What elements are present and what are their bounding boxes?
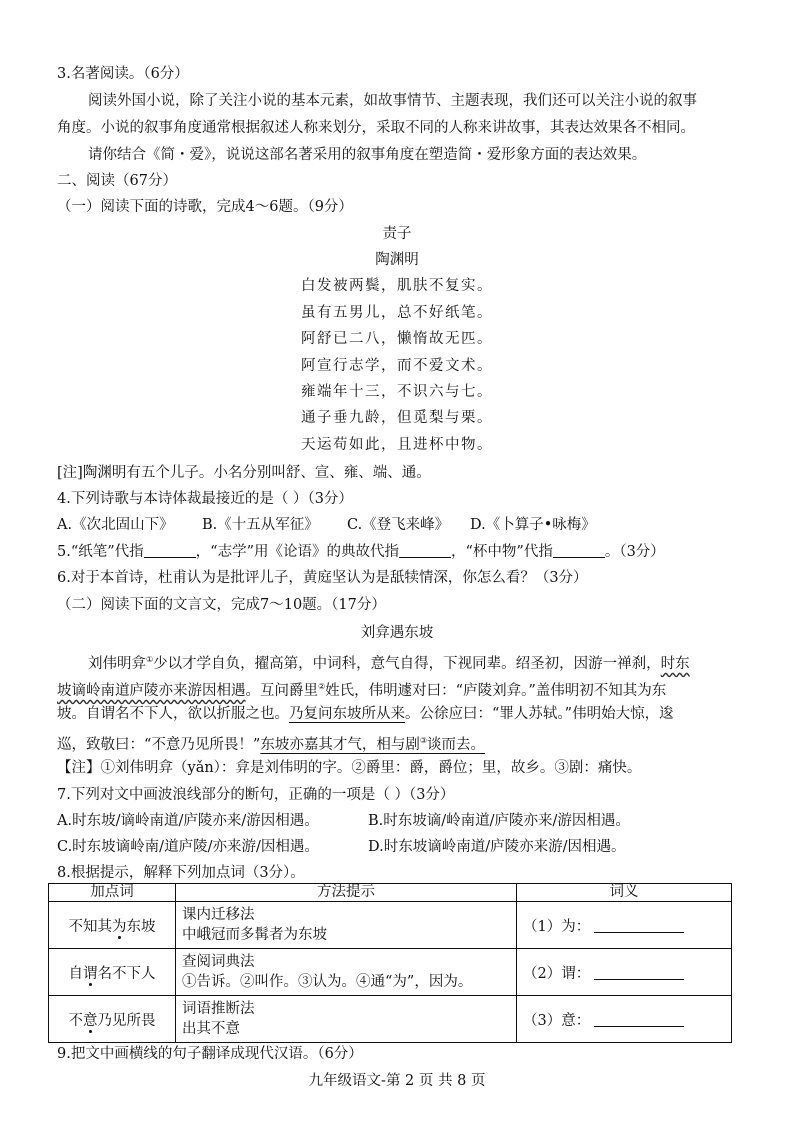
meaning-answer-cell: （2）谓： xyxy=(517,949,732,996)
q4-option-d: D.《卜算子•咏梅》 xyxy=(470,517,596,533)
dotted-character: 为 xyxy=(112,918,127,935)
wavy-underlined-text: 时东 xyxy=(660,655,690,672)
meaning-answer-cell: （3）意： xyxy=(517,996,732,1043)
table-row xyxy=(49,996,732,1043)
part2-heading: （二）阅读下面的文言文，完成7～10题。（17分） xyxy=(57,597,386,613)
answer-blank[interactable] xyxy=(144,543,196,558)
table-header-cell: 加点词 xyxy=(49,884,176,902)
q3-prompt: 请你结合《简・爱》，说说这部名著采用的叙事角度在塑造简・爱形象方面的表达效果。 xyxy=(88,147,647,163)
q7-option-c: C.时东坡谪岭南/道庐陵/亦来游/因相遇。 xyxy=(57,839,319,855)
q7-stem: 7.下列对文中画波浪线部分的断句，正确的一项是（ ）（3分） xyxy=(57,787,455,803)
part1-heading: （一）阅读下面的诗歌，完成4～6题。（9分） xyxy=(57,199,353,215)
answer-blank[interactable] xyxy=(594,918,684,933)
poem-note: [注]陶渊明有五个儿子。小名分别叫舒、宣、雍、端、通。 xyxy=(57,465,431,481)
q5-line: 5.“纸笔”代指 ，“志学”用《论语》的典故代指 ，“杯中物”代指 。（3分） xyxy=(57,544,665,560)
dotted-character: 谓 xyxy=(83,965,98,982)
q8-table xyxy=(48,883,732,1043)
table-header-row xyxy=(49,884,732,902)
wenyan-title: 刘弇遇东坡 xyxy=(360,625,434,641)
poem-title: 责子 xyxy=(382,226,412,242)
table-row xyxy=(49,949,732,996)
meaning-answer-cell: （1）为： xyxy=(517,902,732,949)
wenyan-line: 坡。自谓名不下人，欲以折服之也。乃复问东坡所从来。公徐应曰：“罪人苏轼。”伟明始大惊，逡 xyxy=(57,706,674,722)
q7-option-b: B.时东坡谪/岭南道/庐陵亦来/游因相遇。 xyxy=(368,813,630,829)
page-footer: 九年级语文-第 2 页 共 8 页 xyxy=(308,1073,486,1089)
poem-line: 通子垂九龄，但觅梨与栗。 xyxy=(301,410,493,426)
answer-blank[interactable] xyxy=(399,543,451,558)
wenyan-line: 刘伟明弇①少以才学自负，擢高第，中词科，意气自得，下视同辈。绍圣初，因游一禅刹，时东 xyxy=(88,655,690,672)
poem-line: 虽有五男儿，总不好纸笔。 xyxy=(301,305,493,321)
wenyan-line: 坡谪岭南道庐陵亦来游因相遇。互问爵里②姓氏，伟明遽对曰：“庐陵刘弇。”盖伟明初不知其为东 xyxy=(57,682,667,699)
method-hint-cell: 课内迁移法 中峨冠而多髯者为东坡 xyxy=(176,902,517,949)
poem-line: 白发被两鬓，肌肤不复实。 xyxy=(301,278,493,294)
answer-blank[interactable] xyxy=(553,543,605,558)
method-hint-cell: 词语推断法 出其不意 xyxy=(176,996,517,1043)
table-header-cell: 词义 xyxy=(517,884,732,902)
answer-blank[interactable] xyxy=(594,1012,684,1027)
dotted-word-cell: 自谓名不下人 xyxy=(49,949,176,996)
wenyan-line: 巡，致敬曰：“不意乃见所畏！”东坡亦嘉其才气，相与剧③谈而去。 xyxy=(57,736,485,753)
q4-option-c: C.《登飞来峰》 xyxy=(347,517,450,533)
q4-option-b: B.《十五从军征》 xyxy=(202,517,319,533)
underlined-sentence: 乃复问东坡所从来 xyxy=(289,706,405,722)
q4-stem: 4.下列诗歌与本诗体裁最接近的是（ ）（3分） xyxy=(57,491,353,507)
poem-line: 阿宣行志学，而不爱文术。 xyxy=(301,358,493,374)
dotted-character: 意 xyxy=(83,1012,98,1029)
section-heading: 二、阅读（67分） xyxy=(57,173,177,189)
q3-paragraph-line: 阅读外国小说，除了关注小说的基本元素，如故事情节、主题表现，我们还可以关注小说的叙事 xyxy=(88,93,697,109)
q3-paragraph-line: 角度。小说的叙事角度通常根据叙述人称来划分，采取不同的人称来讲故事，其表达效果各不相同。 xyxy=(57,120,695,136)
q9-stem: 9.把文中画横线的句子翻译成现代汉语。（6分） xyxy=(57,1046,363,1062)
q7-option-a: A.时东坡/谪岭南道/庐陵亦来/游因相遇。 xyxy=(57,813,319,829)
poem-line: 天运苟如此，且进杯中物。 xyxy=(301,437,493,453)
poem-author: 陶渊明 xyxy=(375,252,419,268)
q8-stem: 8.根据提示，解释下列加点词（3分）。 xyxy=(57,865,305,881)
q7-option-d: D.时东坡谪岭南道/庐陵亦来游/因相遇。 xyxy=(368,839,626,855)
dotted-word-cell: 不意乃见所畏 xyxy=(49,996,176,1043)
q6-stem: 6.对于本首诗，杜甫认为是批评儿子，黄庭坚认为是舐犊情深，你怎么看？（3分） xyxy=(57,570,588,586)
answer-blank[interactable] xyxy=(594,965,684,980)
underlined-sentence: 东坡亦嘉其才气，相与剧③谈而去。 xyxy=(260,736,485,753)
dotted-word-cell: 不知其为东坡 xyxy=(49,902,176,949)
method-hint-cell: 查阅词典法 ①告诉。②叫作。③认为。④通“为”，因为。 xyxy=(176,949,517,996)
table-header-cell: 方法提示 xyxy=(176,884,517,902)
wavy-underlined-text: 坡谪岭南道庐陵亦来游因相遇 xyxy=(57,682,246,699)
q4-option-a: A.《次北固山下》 xyxy=(57,517,174,533)
q3-title: 3.名著阅读。（6分） xyxy=(57,66,189,82)
wenyan-note: 【注】①刘伟明弇（yǎn）：弇是刘伟明的字。②爵里：爵，爵位；里，故乡。③剧：痛快。 xyxy=(57,760,642,776)
poem-line: 雍端年十三，不识六与七。 xyxy=(301,384,493,400)
table-row xyxy=(49,902,732,949)
poem-line: 阿舒已二八，懒惰故无匹。 xyxy=(301,331,493,347)
